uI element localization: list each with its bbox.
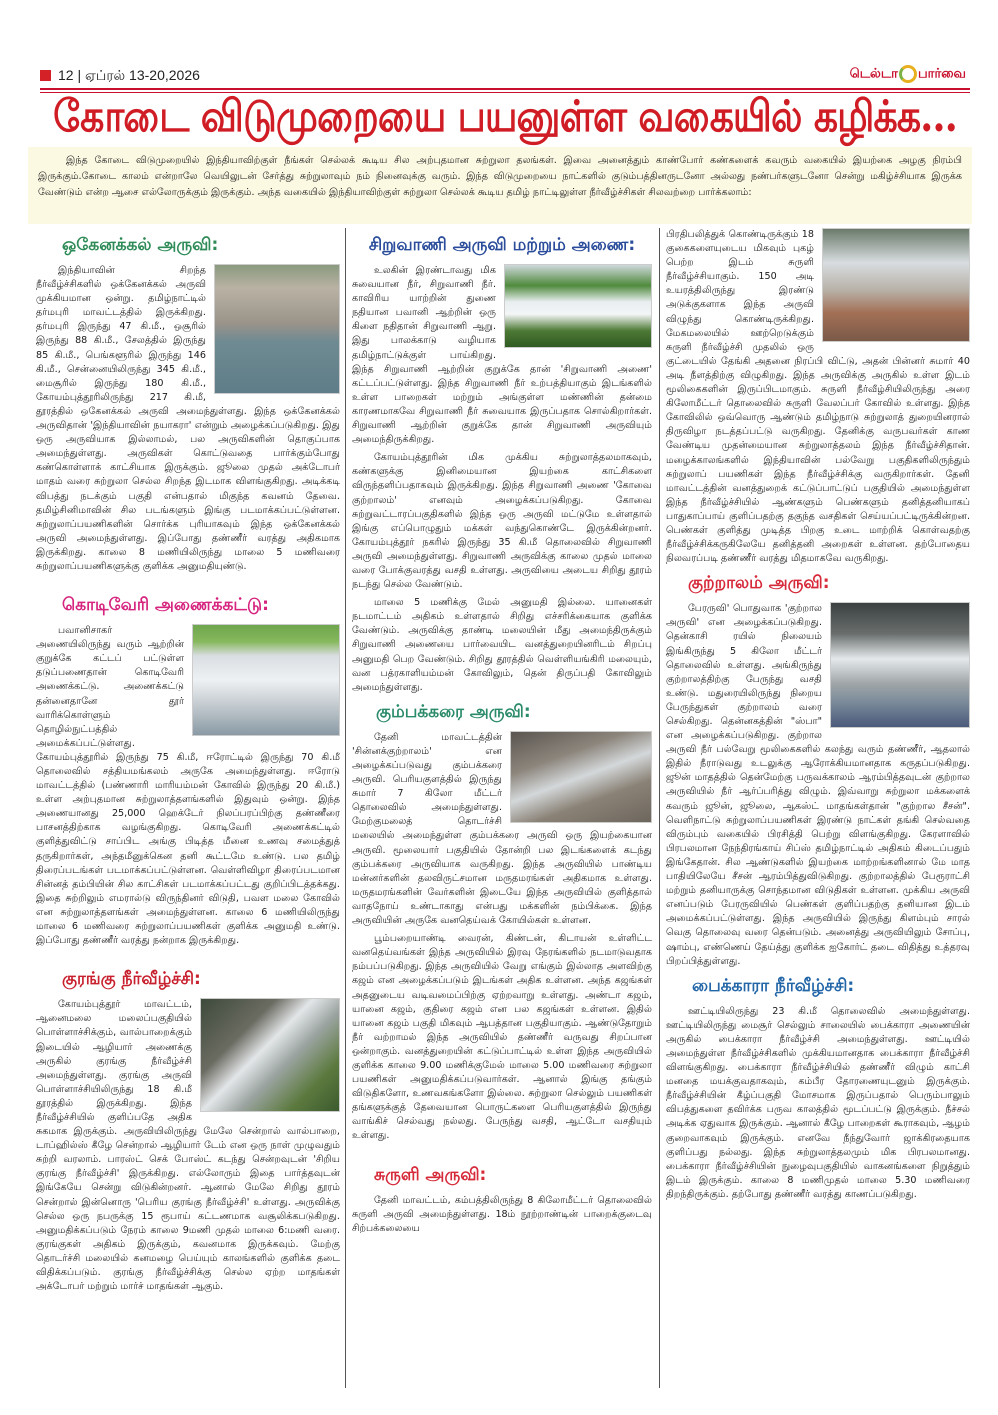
- section-text-kumbakkarai-2: பூம்பறையாண்டி வைரன், கிண்டன், கிடாயன் உள்ளிட்ட வனதெய்வங்கள் இந்த அருவியில் இரவு நேரங்களில் நடமாடுவதாக நம்பப்படுகிறது. இந்த அருவியில் வேறு எங்கும் இல்லாத அளவிற்கு கஜம் என அழைக்கப்படும் இடங்கள் அதிக உள்ளன. அந்த கஜங்கள் அதனுடைய வடிவமைப்பிற்கு ஏற்றவாறு உள்ளது. அண்டா கஜம், யானை கஜம், குதிரை கஜம் என பல கஜங்கள் உள்ளன. இதில் யானை கஜம் பகுதி மிகவும் ஆபத்தான பகுதியாகும். ஆண்டுதோறும் நீர் வற்றாமல் இந்த அருவியில் தண்ணீர் வருவது சிறப்பான ஒன்றாகும். வனத்துறையின் கட்டுப்பாட்டில் உள்ள இந்த அருவியில் குளிக்க காலை 9.00 மணிக்குமேல் மாலை 5.00 மணிவரை சுற்றுலா பயணிகள் அனுமதிக்கப்படுவார்கள். ஆனால் இங்கு தங்கும் விடுதிகளோ, உணவகங்களோ இல்லை. சுற்றுலா செல்லும் பயணிகள் தங்களுக்குத் தேவையான பொருட்களை பெரியகுளத்தில் இருந்து வாங்கிச் செல்வது நல்லது. பேருந்து வசதி, ஆட்டோ வசதியும் உள்ளது.: [352, 933, 652, 1142]
- section-text-siruvani-3: மாலை 5 மணிக்கு மேல் அனுமதி இல்லை. யானைகள் நடமாட்டம் அதிகம் உள்ளதால் சிறிது எச்சரிக்கையாக குளிக்க வேண்டும். அருவிக்கு தாண்டி மலையின் மீது அமைந்திருக்கும் சிறுவாணி அணையை பார்வையிட வனத்துறையினரிடம் சிறப்பு அனுமதி பெற வேண்டும். சிறிது தூரத்தில் வெள்ளியங்கிரி மலையும், வன பத்ரகாளியம்மன் கோவிலும், தென் திருப்பதி கோவிலும் அமைந்துள்ளது.: [352, 597, 652, 693]
- section-title-kodiveri: கொடிவேரி அணைக்கட்டு:: [62, 595, 269, 616]
- section-text-pykara: ஊட்டியிலிருந்து 23 கி.மீ தொலைவில் அமைந்துள்ளது. ஊட்டியிலிருந்து மைசூர் செல்லும் சாலையில் பைக்காரா அணையின் அருகில் பைக்காரா நீர்வீழ்ச்சி அமைந்துள்ளது. ஊட்டியில் அமைந்துள்ள நீர்வீழ்ச்சிகளில் முக்கியமானதாக பைக்காரா நீர்வீழ்ச்சி விளங்குகிறது. பைக்காரா நீர்வீழ்ச்சியில் தண்ணீர் விழும் காட்சி மனதை மயக்குவதாகவும், கம்பீர தோரணையுடனும் இருக்கும். நீர்வீழ்ச்சியின் கீழ்ப்பகுதி மோசமாக இருப்பதால் பெரும்பாலும் விபத்துகளை தவிர்க்க பருவ காலத்தில் மூடப்பட்டு இருக்கும். நீச்சல் அடிக்க ஏதுவாக இருக்கும். ஆனால் கீழே பாறைகள் கூராகவும், ஆழம் குறைவாகவும் இருக்கும். எனவே நீந்துவோர் ஜாக்கிரதையாக குளிப்பது நல்லது. இந்த சுற்றுலாத்தலமும் மிக பிரபலமானது. பைக்காரா நீர்வீழ்ச்சியின் நுழைவுபகுதியில் வாகனங்களை நிறுத்தும் இடம் இருக்கும். காலை 8 மணிமுதல் மாலை 5.30 மணிவரை திறந்திருக்கும். தற்போது தண்ணீர் வரத்து காணப்படுகிறது.: [666, 1005, 970, 1200]
- logo-text-right: பார்வை: [917, 66, 966, 82]
- section-text-siruvani-2: கோயம்புத்தூரின் மிக முக்கிய சுற்றுலாத்தலமாகவும், கண்களுக்கு இனிமையான இயற்கை காட்சிகளை விருந்தளிப்பதாகவும் இருக்கிறது. இந்த சிறுவாணி அணை 'கோவை குற்றாலம்' எனவும் அழைக்கப்படுகிறது. கோவை சுற்றுவட்டாரப்பகுதிகளில் இந்த ஒரு அருவி மட்டுமே உள்ளதால் இங்கு எப்பொழுதும் மக்கள் வந்துகொண்டே இருக்கின்றனர். கோயம்புத்தூர் நகரில் இருந்து 35 கி.மீ தொலைவில் சிறுவாணி அருவி அமைந்துள்ளது. சிறுவாணி அருவிக்கு காலை முதல் மாலை வரை போக்குவரத்து வசதி உள்ளது. அருவியை அடைய சிறிது தூரம் நடந்து செல்ல வேண்டும்.: [352, 452, 652, 591]
- column-2: [352, 228, 652, 1408]
- logo-ring-icon: [899, 65, 917, 83]
- intro-text: இந்த கோடை விடுமுறையில் இந்தியாவிற்குள் நீங்கள் செல்லக் கூடிய சில அற்புதமான சுற்றுலா தலங்கள். இவை அனைத்தும் காண்போர் கண்களைக் கவரும் வகையில் இயற்கை அழகு நிரம்பி இருக்கும்.கோடை காலம் என்றாலே வெயிலுடன் சேர்த்து சுற்றுலாவும் நம் நினைவுக்கு வரும். இந்த விடுமுறையை நாட்களில் குடும்பத்தினருடனோ அல்லது நண்பர்களுடனோ சென்று மகிழ்ச்சியாக இருக்க வேண்டும் என்ற ஆசை எல்லோருக்கும் இருக்கும். அந்த வகையில் இந்தியாவிற்குள் சுற்றுலா செல்லக் கூடிய தமிழ் நாட்டிலுள்ள நீர்வீழ்ச்சிகள் சிலவற்றை பார்க்கலாம்:: [38, 155, 962, 198]
- hogenakkal-photo: [214, 264, 340, 394]
- page-header: [40, 67, 970, 85]
- section-title-siruvani: சிறுவாணி அருவி மற்றும் அணை:: [368, 235, 636, 255]
- section-text-kodiveri: பவானிசாகர் அணையிலிருந்து வரும் ஆற்றின் குறுக்கே கட்டப் பட்டுள்ள தடுப்பணைதான் கொடிவேரி அணைக்கட்டு. அணைக்கட்டு தன்னைதானே தூர் வாரிக்கொள்ளும் தொழில்நுட்பத்தில் அமைக்கப்பட்டுள்ளது. கோயம்புத்தூரில் இருந்து 75 கி.மீ, ஈரோட்டில் இருந்து 70 கி.மீ தொலைவில் சத்தியமங்கலம் அருகே அமைந்துள்ளது. ஈரோடு மாவட்டத்தில் (பண்ணாரி மாரியம்மன் கோவில் இருந்து 20 கி.மீ.) உள்ள அற்புதமான சுற்றுலாத்தளங்களில் இதுவும் ஒன்று. இந்த அணையானது 25,000 ஹெக்டேர் நிலப்பரப்பிற்கு தண்ணீரை பாசனத்திற்காக வழங்குகிறது. கொடிவேரி அணைக்கட்டில் குளித்துவிட்டு சாப்பிட அங்கு பிடித்த மீனை உணவு சமைத்துத் தருகிறார்கள், அந்தமீனுக்கென தனி கூட்டமே உண்டு. பல தமிழ் திரைப்படங்கள் படமாக்கப்பட்டுள்ளன. வெள்ளிவிழா திரைப்படமான சின்னத் தம்பியின் சில காட்சிகள் படமாக்கப்பட்டது குறிப்பிடத்தக்கது. இதை சுற்றிலும் எமரால்டு விருந்தினர் விடுதி, பவள மலை கோவில் என சுற்றுலாத்தளங்கள் அமைந்துள்ளன. காலை 6 மணியிலிருந்து மாலை 6 மணிவரை சுற்றுலாப்பயணிகள் குளிக்க அனுமதி உண்டு. இப்போது தண்ணீர் வரத்து நன்றாக இருக்கிறது.: [36, 625, 340, 947]
- section-text-siruvani-1: உலகின் இரண்டாவது மிக சுவையான நீர், சிறுவாணி நீர். காவிரிய யாற்றின் துணை நதியான பவானி ஆற்றின் ஒரு கிளை நதிதான் சிறுவாணி ஆறு. இது பாலக்காடு வழியாக தமிழ்நாட்டுக்குள் பாய்கிறது. இந்த சிறுவாணி ஆற்றின் குறுக்கே தான் 'சிறுவாணி அணை' கட்டப்பட்டுள்ளது. இந்த சிறுவாணி நீர் உற்பத்தியாகும் இடங்களில் உள்ள பாறைகள் மற்றும் அங்குள்ள மண்ணின் தன்மை காரணமாகவே சிறுவாணி நீர் சுவையாக இருப்பதாக சொல்கிறார்கள். சிறுவாணி ஆற்றின் குறுக்கே தான் சிறுவாணி அருவியும் அமைந்திருக்கிறது.: [352, 265, 652, 446]
- suruli-photo: [822, 228, 970, 342]
- page-headline: கோடை விடுமுறையை பயனுள்ள வகையில் கழிக்க...: [53, 89, 957, 142]
- section-text-kurangu: கோயம்புத்தூர் மாவட்டம், ஆனைமலை மலைப்பகுதியில் பொள்ளாச்சிக்கும், வால்பாறைக்கும் இடையில் ஆழியார் அணைக்கு அருகில் குரங்கு நீர்வீழ்ச்சி அமைந்துள்ளது. குரங்கு அருவி பொள்ளாச்சியிலிருந்து 18 கி.மீ தூரத்தில் இருக்கிறது. இந்த நீர்வீழ்ச்சியில் குளிப்பதே அதிக சுகமாக இருக்கும். அருவியிலிருந்து மேலே சென்றால் வால்பாறை, டாப்ஹில்ஸ் கீழே சென்றால் ஆழியார் டேம் என ஒரு நாள் முழுவதும் சுற்றி வரலாம். பாரஸ்ட் செக் போஸ்ட் கடந்து சென்றவுடன் 'சிறிய குரங்கு நீர்வீழ்ச்சி' இருக்கிறது. எல்லோரும் இதை பார்த்தவுடன் இங்கேயே சென்று விடுகின்றனர். ஆனால் மேலே சிறிது தூரம் சென்றால் இன்னொரு 'பெரிய குரங்கு நீர்வீழ்ச்சி' உள்ளது. அருவிக்கு செல்ல ஒரு நபருக்கு 15 ரூபாய் கட்டணமாக வசூலிக்கபடுகிறது. அனுமதிக்கப்படும் நேரம் காலை 9மணி முதல் மாலை 6:மணி வரை. குரங்குகள் அதிகம் இருக்கும், கவனமாக இருக்கவும். மேற்கு தொடர்ச்சி மலையில் கனமழை பெய்யும் காலங்களில் குளிக்க தடை விதிக்கப்படும். குரங்கு நீர்வீழ்ச்சிக்கு செல்ல ஏற்ற மாதங்கள் அக்டோபர் மற்றும் மார்ச் மாதங்கள் ஆகும்.: [36, 999, 340, 1293]
- logo-text-left: டெல்டா: [849, 66, 898, 82]
- issue-date: ஏப்ரல் 13-20,2026: [85, 67, 200, 83]
- page-info: [58, 67, 200, 86]
- intro-box: [28, 147, 972, 224]
- section-title-kutralam: குற்றாலம் அருவி:: [688, 573, 830, 594]
- column-3: [666, 228, 970, 1408]
- section-text-hogenakkal: இந்தியாவின் சிறந்த நீர்வீழ்ச்சிகளில் ஒக்கேனக்கல் அருவி முக்கியமான ஒன்று. தமிழ்நாட்டில் தர்மபுரி மாவட்டத்தில் இருக்கிறது. தர்மபுரி இருந்து 47 கி.மீ., ஒசூரில் இருந்து 88 கி.மீ., சேலத்தில் இருந்து 85 கி.மீ., பெங்களூரில் இருந்து 146 கி.மீ., சென்னையிலிருந்து 345 கி.மீ., மைசூரில் இருந்து 180 கி.மீ., கோயம்புத்தூரிலிருந்து 217 கி.மீ, தூரத்தில் ஒகேனக்கல் அருவி அமைந்துள்ளது. இந்த ஒக்கேனக்கல் அருவிதான் 'இந்தியாவின் நயாகரா' என்றும் அழைக்கப்படுகிறது. இது ஒரு அருவியாக இல்லாமல், பல அருவிகளின் தொகுப்பாக அமைந்துள்ளது. அருவிகள் கொட்டுவதை பார்க்கும்போது கண்கொள்ளாக் காட்சியாக இருக்கும். ஜூலை முதல் அக்டோபர் மாதம் வரை சுற்றுலா செல்ல சிறந்த இடமாக விளங்குகிறது. அடிக்கடி விபத்து நடக்கும் பகுதி என்பதால் மிகுந்த கவனம் தேவை. தமிழ்சினிமாவின் சில படங்களும் இங்கு படமாக்கப்பட்டுள்ளன. சுற்றுலாப்பயணிகளின் சொர்க்க புரியாகவும் இந்த ஒக்கேனக்கல் அருவி அமைந்துள்ளது. இப்போது தண்ணீர் வரத்து அதிகமாக இருக்கிறது. காலை 8 மணியிலிருந்து மாலை 5 மணிவரை சுற்றுலாப்பயணிகளுக்கு குளிக்க அனுமதியுண்டு.: [36, 265, 340, 572]
- section-title-hogenakkal: ஒகேனக்கல் அருவி:: [62, 235, 219, 255]
- page-marker-icon: [40, 70, 51, 81]
- column-divider: [345, 228, 346, 1388]
- publication-logo: [850, 65, 966, 83]
- kutralam-photo: [830, 602, 970, 728]
- section-title-kumbakkarai: கும்பக்கரை அருவி:: [376, 701, 531, 722]
- column-1: [36, 228, 340, 1408]
- section-text-kutralam: பேரருவி' பொதுவாக 'குற்றால அருவி' என அழைக்கப்படுகிறது. தென்காசி ரயில் நிலையம் இங்கிருந்து 5 கிலோ மீட்டர் தொலைவில் உள்ளது. அங்கிருந்து குற்றாலத்திற்கு பேருந்து வசதி உண்டு. மதுரையிலிருந்து நிறைய பேருந்துகள் குற்றாலம் வரை செல்கிறது. தென்னகத்தின் "ஸ்பா" என அழைக்கப்படுகிறது. குற்றால அருவி நீர் பல்வேறு மூலிகைகளில் கலந்து வரும் தண்ணீர், ஆதலால் இதில் நீராடுவது உடலுக்கு ஆரோக்கியமானதாக கருதப்படுகிறது. ஜூன் மாதத்தில் தென்மேற்கு பருவக்காலம் ஆரம்பித்தவுடன் குற்றால அருவியில் நீர் ஆர்ப்பரித்து விழும். இவ்வாறு சுற்றுலா மக்களைக் கவரும் ஜூன், ஜூலை, ஆகஸ்ட் மாதங்கள்தான் "குற்றால சீசன்". வெளிநாட்டு சுற்றுலாப்பயணிகள் இரண்டு நாட்கள் தங்கி செல்வதை விரும்பும் வகையில் பிரசித்தி பெற்று விளங்குகிறது. கேரளாவில் பிரபலமான நேந்திரங்காய் சிப்ஸ் தமிழ்நாட்டில் அதிகம் கிடைப்பதும் இங்கேதான். சில ஆண்டுகளில் இயற்கை மாற்றங்களினால் மே மாத பாதியிலேயே சீசன் ஆரம்பித்துவிடுகிறது. குற்றாலத்தில் பேரூராட்சி மற்றும் தனியாருக்கு சொந்தமான விடுதிகள் உள்ளன. முக்கிய அருவி எனப்படும் பேரருவியில் பெண்கள் குளிப்பதற்கு தனியான இடம் அமைக்கப்பட்டுள்ளது. இந்த அருவியில் இருந்து கிளம்பும் சாரல் வெகு தொலைவு வரை தென்படும். அனைத்து அருவியிலும் சோப்பு, ஷாம்பு, எண்ணெய் தேய்த்து குளிக்க ஐகோர்ட் தடை விதித்து உத்தரவு பிறப்பித்துள்ளது.: [666, 603, 970, 967]
- column-divider: [659, 228, 660, 1388]
- kurangu-photo: [200, 998, 340, 1112]
- section-text-suruli-1: தேனி மாவட்டம், கம்பத்திலிருந்து 8 கிலோமீட்டர் தொலைவில் சுருளி அருவி அமைந்துள்ளது. 18ம் நூற்றாண்டின் பாறைக்குடைவு சிற்பக்கலையை: [352, 1194, 652, 1234]
- section-text-suruli-2: பிரதிபலித்துக் கொண்டிருக்கும் 18 குகைகளையுடைய மிகவும் புகழ் பெற்ற இடம் சுருளி நீர்வீழ்ச்சியாகும். 150 அடி உயரத்திலிருந்து இரண்டு அடுக்குகளாக இந்த அருவி விழுந்து கொண்டிருக்கிறது. மேகமலையில் ஊற்றெடுக்கும் சுருளி நீர்வீழ்ச்சி முதலில் ஒரு குட்டையில் தேங்கி அதனை நிரப்பி விட்டு, அதன் பின்னர் சுமார் 40 அடி நீளத்திற்கு விழுகிறது. இந்த அருவிக்கு அருகில் உள்ள இடம் மூலிகைகளின் இருப்பிடமாகும். சுருளி நீர்வீழ்சியிலிருந்து அரை கிலோமீட்டர் தொலைவில் சுருளி வேலப்பர் கோவில் உள்ளது. இந்த கோவிலில் ஒவ்வொரு ஆண்டும் தமிழ்நாடு சுற்றுலாத் துறையினரால் திருவிழா நடத்தப்பட்டு வருகிறது. தேனிக்கு வருபவர்கள் காண வேண்டிய முதன்மையான சுற்றுலாத்தலம் இந்த நீர்வீழ்ச்சிதான். மழைக்காலங்களில் இந்தியாவின் பல்வேறு பகுதிகளிலிருந்தும் சுற்றுலாப் பயணிகள் இந்த நீர்வீழ்ச்சிக்கு வருகிறார்கள். தேனி மாவட்டத்தின் வனத்துறைக் கட்டுப்பாட்டுப் பகுதியில் அமைந்துள்ள இந்த நீர்வீழ்ச்சியில் ஆண்களும் பெண்களும் தனித்தனியாகப் பாதுகாப்பாய் குளிப்பதற்கு தகுந்த வசதிகள் செய்யப்பட்டிருக்கின்றன. பெண்கள் குளித்து முடித்த பிறகு உடை மாற்றிக் கொள்வதற்கு நீர்வீழ்ச்சிக்கருகிலேயே தனித்தனி அறைகள் உள்ளன. தற்போதைய நிலவரப்படி தண்ணீர் வரத்து மிதமாகவே வருகிறது.: [666, 229, 970, 565]
- section-title-suruli: சுருளி அருவி:: [374, 1164, 487, 1185]
- kodiveri-photo: [192, 624, 340, 736]
- section-title-kurangu: குரங்கு நீர்வீழ்ச்சி:: [62, 969, 201, 990]
- separator: |: [77, 67, 82, 83]
- siruvani-photo: [504, 264, 652, 348]
- section-title-pykara: பைக்காரா நீர்வீழ்ச்சி:: [692, 975, 855, 996]
- section-text-kumbakkarai-1: தேனி மாவட்டத்தின் 'சின்னக்குற்றாலம்' என அழைக்கப்படுவது கும்பக்கரை அருவி. பெரியகுளத்தில் இருந்து சுமார் 7 கிலோ மீட்டர் தொலைவில் அமைந்துள்ளது. மேற்குமலைத் தொடர்ச்சி மலையில் அமைந்துள்ள கும்பக்கரை அருவி ஒரு இயற்கையான அருவி. மூலையார் பகுதியில் தோன்றி பல இடங்களைக் கடந்து கும்பக்கரை அருவியாக வருகிறது. இந்த அருவியில் பாண்டிய மன்னர்களின் தலவிருட்சமான மருதமரங்கள் அதிகமாக உள்ளது. மருதமரங்களின் வேர்களின் இடையே இந்த அருவியில் குளித்தால் வாதநோய் உண்டாகாது என்பது மக்களின் நம்பிக்கை. இந்த அருவியின் அருகே வனதெய்வக் கோயில்கள் உள்ளன.: [352, 731, 652, 927]
- page-number: 12: [58, 67, 74, 83]
- kumbakkarai-photo: [510, 731, 652, 823]
